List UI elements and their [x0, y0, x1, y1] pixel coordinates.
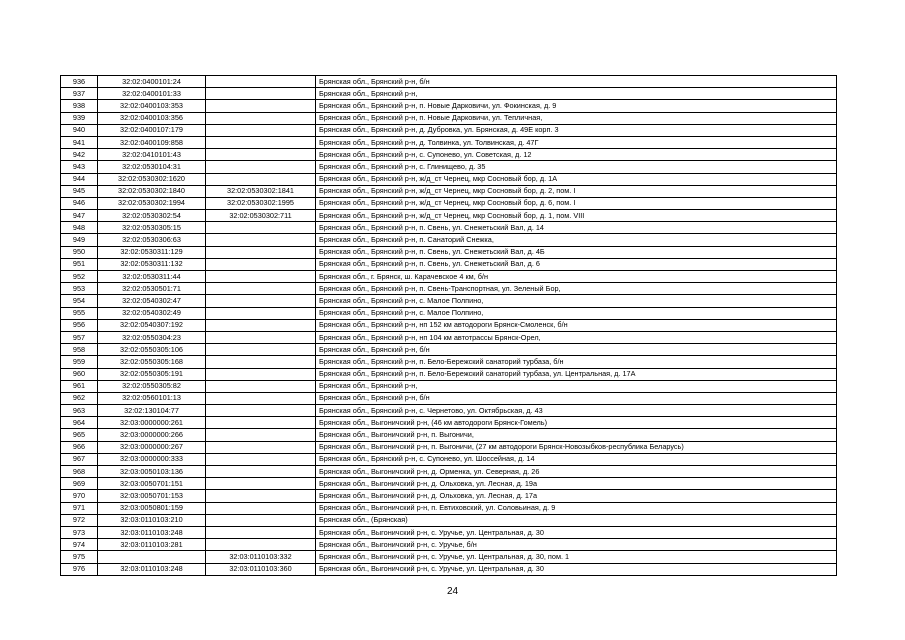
cadastral-number-cell: 32:02:0550305:168 — [98, 356, 206, 368]
related-cadastral-number-cell — [206, 466, 316, 478]
address-cell: Брянская обл., Брянский р-н, д. Толвинка, ул. Толвинская, д. 47Г — [316, 136, 837, 148]
row-number-cell: 963 — [61, 405, 98, 417]
table-row — [61, 514, 837, 526]
cadastral-number-cell: 32:02:0400101:24 — [98, 76, 206, 88]
table-row — [61, 368, 837, 380]
row-number-cell: 958 — [61, 344, 98, 356]
table-row — [61, 344, 837, 356]
cadastral-number-cell: 32:02:0540307:192 — [98, 319, 206, 331]
related-cadastral-number-cell — [206, 417, 316, 429]
cadastral-number-cell: 32:03:0000000:261 — [98, 417, 206, 429]
address-cell: Брянская обл., Брянский р-н, б/н — [316, 392, 837, 404]
address-cell: Брянская обл., Выгоничский р-н, п. Евтиховский, ул. Соловьиная, д. 9 — [316, 502, 837, 514]
related-cadastral-number-cell — [206, 258, 316, 270]
row-number-cell: 955 — [61, 307, 98, 319]
table-row — [61, 466, 837, 478]
cadastral-number-cell: 32:03:0000000:266 — [98, 429, 206, 441]
cadastral-number-cell: 32:02:130104:77 — [98, 405, 206, 417]
cadastral-number-cell: 32:02:0530311:132 — [98, 258, 206, 270]
row-number-cell: 970 — [61, 490, 98, 502]
table-row — [61, 502, 837, 514]
row-number-cell: 976 — [61, 563, 98, 575]
address-cell: Брянская обл., Выгоничский р-н, п. Выгоничи, — [316, 429, 837, 441]
row-number-cell: 965 — [61, 429, 98, 441]
table-row — [61, 417, 837, 429]
related-cadastral-number-cell — [206, 526, 316, 538]
row-number-cell: 961 — [61, 380, 98, 392]
row-number-cell: 941 — [61, 136, 98, 148]
related-cadastral-number-cell — [206, 380, 316, 392]
cadastral-number-cell: 32:02:0550305:106 — [98, 344, 206, 356]
address-cell: Брянская обл., Брянский р-н, с. Супонево, ул. Советская, д. 12 — [316, 149, 837, 161]
address-cell: Брянская обл., Брянский р-н, п. Санаторий Снежка, — [316, 234, 837, 246]
address-cell: Брянская обл., Выгоничский р-н, д. Ольховка, ул. Лесная, д. 19а — [316, 478, 837, 490]
related-cadastral-number-cell — [206, 429, 316, 441]
address-cell: Брянская обл., Брянский р-н, п. Свень-Транспортная, ул. Зеленый Бор, — [316, 283, 837, 295]
table-row — [61, 526, 837, 538]
address-cell: Брянская обл., Брянский р-н, б/н — [316, 76, 837, 88]
row-number-cell: 971 — [61, 502, 98, 514]
table-row — [61, 76, 837, 88]
related-cadastral-number-cell — [206, 405, 316, 417]
address-cell: Брянская обл., Брянский р-н, ж/д_ст Чернец, мкр Сосновый бор, д. 1, пом. VIII — [316, 210, 837, 222]
table-row — [61, 295, 837, 307]
table-row — [61, 124, 837, 136]
cadastral-number-cell: 32:02:0530311:129 — [98, 246, 206, 258]
cadastral-number-cell: 32:02:0400103:353 — [98, 100, 206, 112]
table-row — [61, 185, 837, 197]
cadastral-number-cell: 32:02:0400107:179 — [98, 124, 206, 136]
related-cadastral-number-cell — [206, 283, 316, 295]
cadastral-number-cell: 32:03:0000000:333 — [98, 453, 206, 465]
related-cadastral-number-cell — [206, 76, 316, 88]
row-number-cell: 947 — [61, 210, 98, 222]
row-number-cell: 975 — [61, 551, 98, 563]
row-number-cell: 956 — [61, 319, 98, 331]
related-cadastral-number-cell — [206, 307, 316, 319]
related-cadastral-number-cell — [206, 173, 316, 185]
related-cadastral-number-cell — [206, 478, 316, 490]
address-cell: Брянская обл., Выгоничский р-н, с. Уручье, ул. Центральная, д. 30 — [316, 563, 837, 575]
table-row — [61, 380, 837, 392]
row-number-cell: 942 — [61, 149, 98, 161]
related-cadastral-number-cell — [206, 234, 316, 246]
cadastral-number-cell: 32:02:0530302:1840 — [98, 185, 206, 197]
table-row — [61, 161, 837, 173]
related-cadastral-number-cell: 32:02:0530302:711 — [206, 210, 316, 222]
row-number-cell: 937 — [61, 88, 98, 100]
related-cadastral-number-cell — [206, 222, 316, 234]
table-row — [61, 271, 837, 283]
table-row — [61, 234, 837, 246]
row-number-cell: 972 — [61, 514, 98, 526]
related-cadastral-number-cell — [206, 441, 316, 453]
cadastral-number-cell: 32:02:0530104:31 — [98, 161, 206, 173]
table-row — [61, 149, 837, 161]
table-row — [61, 307, 837, 319]
cadastral-number-cell: 32:03:0110103:281 — [98, 539, 206, 551]
address-cell: Брянская обл., Брянский р-н, ж/д_ст Чернец, мкр Сосновый бор, д. 1А — [316, 173, 837, 185]
cadastral-number-cell: 32:02:0550304:23 — [98, 331, 206, 343]
related-cadastral-number-cell — [206, 112, 316, 124]
cadastral-number-cell: 32:02:0550305:191 — [98, 368, 206, 380]
table-row — [61, 173, 837, 185]
related-cadastral-number-cell — [206, 295, 316, 307]
table-row — [61, 258, 837, 270]
row-number-cell: 949 — [61, 234, 98, 246]
table-row — [61, 246, 837, 258]
related-cadastral-number-cell — [206, 246, 316, 258]
address-cell: Брянская обл., Брянский р-н, с. Глинищево, д. 35 — [316, 161, 837, 173]
row-number-cell: 940 — [61, 124, 98, 136]
address-cell: Брянская обл., Брянский р-н, с. Малое Полпино, — [316, 307, 837, 319]
cadastral-number-cell: 32:02:0560101:13 — [98, 392, 206, 404]
address-cell: Брянская обл., Брянский р-н, п. Новые Дарковичи, ул. Фокинская, д. 9 — [316, 100, 837, 112]
row-number-cell: 960 — [61, 368, 98, 380]
address-cell: Брянская обл., Выгоничский р-н, п. Выгоничи, (27 км автодороги Брянск-Новозыбков-республика Беларусь) — [316, 441, 837, 453]
related-cadastral-number-cell — [206, 514, 316, 526]
table-row — [61, 478, 837, 490]
address-cell: Брянская обл., Выгоничский р-н, с. Уручье, ул. Центральная, д. 30 — [316, 526, 837, 538]
row-number-cell: 964 — [61, 417, 98, 429]
table-row — [61, 453, 837, 465]
cadastral-number-cell: 32:03:0050701:151 — [98, 478, 206, 490]
related-cadastral-number-cell — [206, 271, 316, 283]
address-cell: Брянская обл., Брянский р-н, нп 104 км автотрассы Брянск-Орел, — [316, 331, 837, 343]
address-cell: Брянская обл., Брянский р-н, нп 152 км автодороги Брянск-Смоленск, б/н — [316, 319, 837, 331]
table-row — [61, 441, 837, 453]
address-cell: Брянская обл., Выгоничский р-н, с. Уручье, ул. Центральная, д. 30, пом. 1 — [316, 551, 837, 563]
address-cell: Брянская обл., (Брянская) — [316, 514, 837, 526]
cadastral-number-cell: 32:03:0000000:267 — [98, 441, 206, 453]
cadastral-number-cell: 32:02:0550305:82 — [98, 380, 206, 392]
related-cadastral-number-cell — [206, 392, 316, 404]
cadastral-number-cell: 32:02:0400109:858 — [98, 136, 206, 148]
table-row — [61, 490, 837, 502]
address-cell: Брянская обл., Брянский р-н, с. Малое Полпино, — [316, 295, 837, 307]
related-cadastral-number-cell: 32:03:0110103:332 — [206, 551, 316, 563]
address-cell: Брянская обл., Брянский р-н, — [316, 380, 837, 392]
cadastral-number-cell: 32:03:0110103:248 — [98, 563, 206, 575]
row-number-cell: 938 — [61, 100, 98, 112]
cadastral-number-cell: 32:02:0530302:1620 — [98, 173, 206, 185]
row-number-cell: 968 — [61, 466, 98, 478]
cadastral-number-cell: 32:02:0530302:1994 — [98, 197, 206, 209]
row-number-cell: 974 — [61, 539, 98, 551]
table-row — [61, 319, 837, 331]
cadastral-number-cell: 32:02:0400101:33 — [98, 88, 206, 100]
table-row — [61, 331, 837, 343]
cadastral-number-cell: 32:02:0530311:44 — [98, 271, 206, 283]
cadastral-number-cell: 32:02:0410101:43 — [98, 149, 206, 161]
related-cadastral-number-cell: 32:02:0530302:1995 — [206, 197, 316, 209]
row-number-cell: 954 — [61, 295, 98, 307]
related-cadastral-number-cell — [206, 124, 316, 136]
row-number-cell: 936 — [61, 76, 98, 88]
cadastral-number-cell: 32:03:0110103:248 — [98, 526, 206, 538]
related-cadastral-number-cell — [206, 149, 316, 161]
table-row — [61, 392, 837, 404]
address-cell: Брянская обл., г. Брянск, ш. Карачевское 4 км, б/н — [316, 271, 837, 283]
related-cadastral-number-cell — [206, 453, 316, 465]
row-number-cell: 962 — [61, 392, 98, 404]
cadastral-number-cell: 32:03:0110103:210 — [98, 514, 206, 526]
row-number-cell: 966 — [61, 441, 98, 453]
row-number-cell: 959 — [61, 356, 98, 368]
cadastral-number-cell: 32:03:0050801:159 — [98, 502, 206, 514]
table-row — [61, 539, 837, 551]
related-cadastral-number-cell: 32:03:0110103:360 — [206, 563, 316, 575]
address-cell: Брянская обл., Брянский р-н, ж/д_ст Чернец, мкр Сосновый бор, д. 2, пом. I — [316, 185, 837, 197]
row-number-cell: 951 — [61, 258, 98, 270]
address-cell: Брянская обл., Брянский р-н, с. Супонево, ул. Шоссейная, д. 14 — [316, 453, 837, 465]
row-number-cell: 952 — [61, 271, 98, 283]
table-row — [61, 405, 837, 417]
table-row — [61, 100, 837, 112]
table-row — [61, 210, 837, 222]
cadastral-number-cell: 32:02:0540302:49 — [98, 307, 206, 319]
table-row — [61, 283, 837, 295]
address-cell: Брянская обл., Брянский р-н, — [316, 88, 837, 100]
row-number-cell: 950 — [61, 246, 98, 258]
related-cadastral-number-cell — [206, 368, 316, 380]
cadastral-number-cell: 32:03:0050701:153 — [98, 490, 206, 502]
address-cell: Брянская обл., Брянский р-н, п. Бело-Бережский санаторий турбаза, б/н — [316, 356, 837, 368]
related-cadastral-number-cell: 32:02:0530302:1841 — [206, 185, 316, 197]
address-cell: Брянская обл., Выгоничский р-н, с. Уручье, б/н — [316, 539, 837, 551]
related-cadastral-number-cell — [206, 502, 316, 514]
address-cell: Брянская обл., Брянский р-н, с. Чернетово, ул. Октябрьская, д. 43 — [316, 405, 837, 417]
row-number-cell: 969 — [61, 478, 98, 490]
related-cadastral-number-cell — [206, 490, 316, 502]
register-table-body — [61, 76, 837, 576]
row-number-cell: 953 — [61, 283, 98, 295]
related-cadastral-number-cell — [206, 88, 316, 100]
table-row — [61, 356, 837, 368]
table-row — [61, 136, 837, 148]
row-number-cell: 945 — [61, 185, 98, 197]
register-table — [60, 75, 837, 576]
address-cell: Брянская обл., Брянский р-н, п. Свень, ул. Снежетьский Вал, д. 14 — [316, 222, 837, 234]
table-row — [61, 197, 837, 209]
related-cadastral-number-cell — [206, 319, 316, 331]
page-number: 24 — [446, 586, 459, 597]
row-number-cell: 943 — [61, 161, 98, 173]
related-cadastral-number-cell — [206, 100, 316, 112]
cadastral-number-cell: 32:02:0540302:47 — [98, 295, 206, 307]
address-cell: Брянская обл., Брянский р-н, п. Свень, ул. Снежетьский Вал, д. 4Б — [316, 246, 837, 258]
address-cell: Брянская обл., Выгоничский р-н, д. Орменка, ул. Северная, д. 26 — [316, 466, 837, 478]
address-cell: Брянская обл., Брянский р-н, п. Бело-Бережский санаторий турбаза, ул. Центральная, д. 17А — [316, 368, 837, 380]
related-cadastral-number-cell — [206, 161, 316, 173]
cadastral-number-cell: 32:02:0400103:356 — [98, 112, 206, 124]
related-cadastral-number-cell — [206, 331, 316, 343]
cadastral-number-cell: 32:02:0530305:15 — [98, 222, 206, 234]
related-cadastral-number-cell — [206, 539, 316, 551]
row-number-cell: 944 — [61, 173, 98, 185]
address-cell: Брянская обл., Брянский р-н, п. Свень, ул. Снежетьский Вал, д. 6 — [316, 258, 837, 270]
table-row — [61, 112, 837, 124]
related-cadastral-number-cell — [206, 356, 316, 368]
row-number-cell: 973 — [61, 526, 98, 538]
address-cell: Брянская обл., Брянский р-н, д. Дубровка, ул. Брянская, д. 49Е корп. 3 — [316, 124, 837, 136]
table-row — [61, 563, 837, 575]
row-number-cell: 957 — [61, 331, 98, 343]
row-number-cell: 967 — [61, 453, 98, 465]
address-cell: Брянская обл., Брянский р-н, б/н — [316, 344, 837, 356]
cadastral-number-cell: 32:03:0050103:136 — [98, 466, 206, 478]
cadastral-number-cell: 32:02:0530302:54 — [98, 210, 206, 222]
row-number-cell: 946 — [61, 197, 98, 209]
cadastral-number-cell: 32:02:0530306:63 — [98, 234, 206, 246]
address-cell: Брянская обл., Брянский р-н, ж/д_ст Чернец, мкр Сосновый бор, д. 6, пом. I — [316, 197, 837, 209]
row-number-cell: 939 — [61, 112, 98, 124]
address-cell: Брянская обл., Брянский р-н, п. Новые Дарковичи, ул. Тепличная, — [316, 112, 837, 124]
address-cell: Брянская обл., Выгоничский р-н, (46 км автодороги Брянск-Гомель) — [316, 417, 837, 429]
related-cadastral-number-cell — [206, 136, 316, 148]
cadastral-number-cell: 32:02:0530501:71 — [98, 283, 206, 295]
table-row — [61, 88, 837, 100]
row-number-cell: 948 — [61, 222, 98, 234]
table-row — [61, 551, 837, 563]
related-cadastral-number-cell — [206, 344, 316, 356]
cadastral-number-cell — [98, 551, 206, 563]
address-cell: Брянская обл., Выгоничский р-н, д. Ольховка, ул. Лесная, д. 17а — [316, 490, 837, 502]
table-row — [61, 222, 837, 234]
table-row — [61, 429, 837, 441]
